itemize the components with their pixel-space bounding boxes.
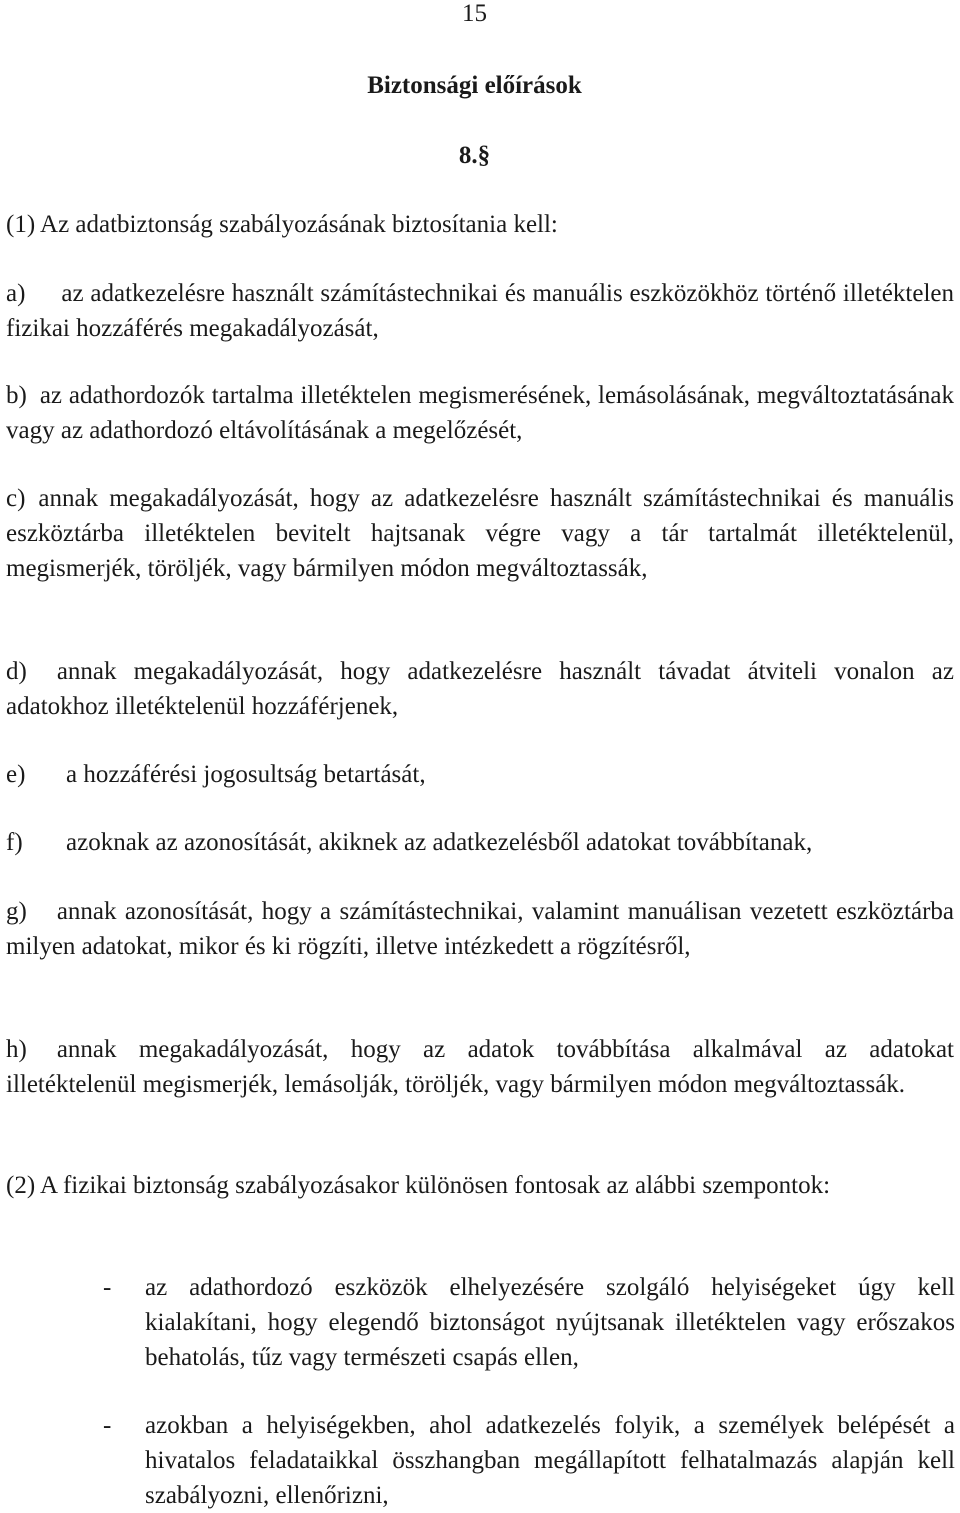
bullet-text: az adathordozó eszközök elhelyezésére szolgáló helyiségeket úgy kell kialakítani, hogy elegendő biztonságot nyújtsanak illetéktelen vagy erőszakos behatolás, tűz vagy természeti csapás ellen, bbox=[145, 1274, 955, 1371]
list-item-body: annak megakadályozását, hogy adatkezelésre használt távadat átviteli vonalon az adatokhoz illetéktelenül hozzáférjenek, bbox=[6, 658, 954, 720]
list-item-h bbox=[6, 1032, 954, 1102]
paragraph-2: (2) A fizikai biztonság szabályozásakor különösen fontosak az alábbi szempontok: bbox=[6, 1172, 831, 1199]
list-item-body: annak azonosítását, hogy a számítástechnikai, valamint manuálisan vezetett eszköztárba milyen adatokat, mikor és ki rögzíti, illetve intézkedett a rögzítésről, bbox=[6, 898, 954, 960]
list-item-label: f) bbox=[6, 829, 23, 856]
bullet-text: azokban a helyiségekben, ahol adatkezelés folyik, a személyek belépését a hivatalos feladataikkal összhangban megállapított felhatalmazás alapján kell szabályozni, ellenőrizni, bbox=[145, 1412, 955, 1509]
list-item-body: az adatkezelésre használt számítástechnikai és manuális eszközökhöz történő illetéktelen fizikai hozzáférés megakadályozását, bbox=[6, 280, 954, 342]
list-item-text bbox=[6, 1032, 954, 1102]
list-item-label: d) bbox=[6, 658, 27, 685]
section-number: 8.§ bbox=[458, 142, 491, 169]
bullet-item-1 bbox=[103, 1270, 955, 1375]
list-item-b bbox=[6, 378, 954, 448]
list-item-label: c) bbox=[6, 485, 26, 512]
page-number: 15 bbox=[462, 0, 487, 27]
bullet-dash: - bbox=[103, 1274, 112, 1301]
list-item-g bbox=[6, 894, 954, 964]
list-item-body: annak megakadályozását, hogy az adatkezelésre használt számítástechnikai és manuális eszköztárba illetéktelen bevitelt hajtsanak végre vagy a tár tartalmát illetéktelenül, megismerjék, töröljék, vagy bármilyen módon megváltoztassák, bbox=[6, 485, 954, 582]
list-item-body: azoknak az azonosítását, akiknek az adatkezelésből adatokat továbbítanak, bbox=[66, 829, 813, 856]
list-item-text bbox=[6, 654, 954, 724]
list-item-text bbox=[6, 894, 954, 964]
list-item-text bbox=[6, 481, 954, 586]
bullet-dash: - bbox=[103, 1412, 112, 1439]
list-item-a bbox=[6, 276, 954, 346]
intro-paragraph: (1) Az adatbiztonság szabályozásának biztosítania kell: bbox=[6, 211, 558, 238]
list-item-label: b) bbox=[6, 382, 27, 409]
section-title: Biztonsági előírások bbox=[367, 72, 582, 99]
list-item-label: h) bbox=[6, 1036, 27, 1063]
list-item-label: e) bbox=[6, 761, 26, 788]
list-item-body: az adathordozók tartalma illetéktelen megismerésének, lemásolásának, megváltoztatásának vagy az adathordozó eltávolításának a megelőzését, bbox=[6, 382, 954, 444]
list-item-label: g) bbox=[6, 898, 27, 925]
list-item-text bbox=[6, 276, 954, 346]
bullet-item-2 bbox=[103, 1408, 955, 1513]
list-item-body: a hozzáférési jogosultság betartását, bbox=[66, 761, 426, 788]
list-item-d bbox=[6, 654, 954, 724]
list-item-text bbox=[6, 378, 954, 448]
list-item-c bbox=[6, 481, 954, 586]
list-item-body: annak megakadályozását, hogy az adatok továbbítása alkalmával az adatokat illetéktelenül megismerjék, lemásolják, töröljék, vagy bármilyen módon megváltoztassák. bbox=[6, 1036, 954, 1098]
list-item-label: a) bbox=[6, 280, 26, 307]
